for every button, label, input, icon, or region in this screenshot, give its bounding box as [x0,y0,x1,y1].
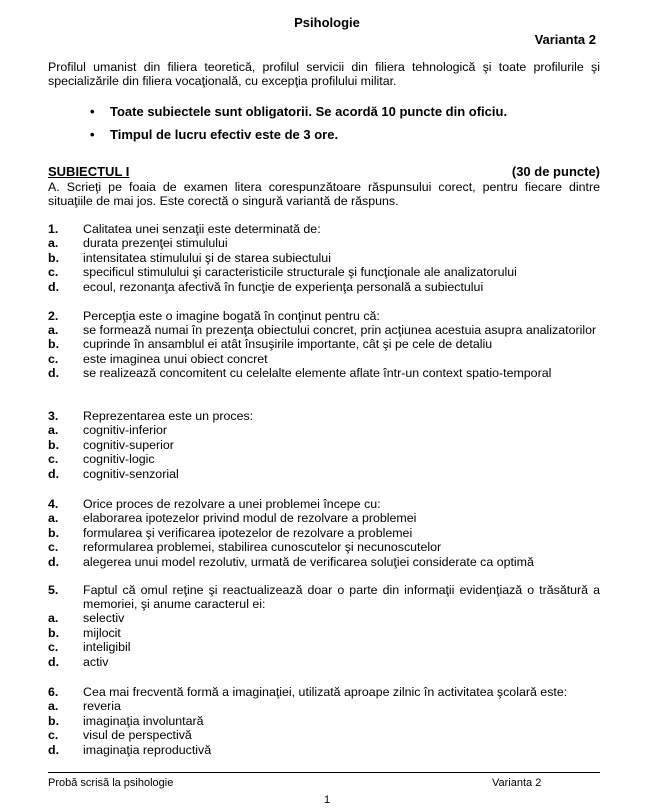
answer-option [48,655,600,670]
question-6 [48,685,600,757]
option-letter: c. [48,351,59,366]
answer-option [48,337,600,352]
answer-option [48,323,600,337]
page-title: Psihologie [294,15,360,30]
option-letter: b. [48,337,60,351]
option-letter: c. [48,728,59,742]
option-letter: a. [48,323,59,337]
question-1 [48,222,600,294]
option-text: intensitatea stimulului şi de starea subiectului [83,250,331,265]
option-text: reveria [83,699,121,713]
question-number: 5. [48,583,59,597]
question-text: Cea mai frecventă formă a imaginaţiei, utilizată aproape zilnic în activitatea şcolară este: [83,685,568,699]
question-number: 6. [48,685,59,699]
option-text: specificul stimulului şi caracteristicile structurale şi funcţionale ale analizatorului [83,265,517,279]
answer-option [48,438,600,453]
option-text: este imaginea unui obiect concret [83,351,268,366]
question-3 [48,409,600,481]
option-letter: d. [48,279,60,294]
option-letter: b. [48,713,60,728]
option-letter: a. [48,423,59,437]
option-text: activ [83,654,109,669]
option-letter: a. [48,511,59,525]
answer-option [48,280,600,295]
instructions-list [48,104,600,150]
option-letter: c. [48,540,59,554]
option-letter: d. [48,554,60,569]
section-instruction: A. Scrieţi pe foaia de examen litera corespunzătoare răspunsului corect, pentru fiecare dintre situaţiile de mai jos. Este corectă o singură variantă de răspuns. [48,180,600,208]
option-letter: b. [48,437,60,452]
instruction-text: Toate subiectele sunt obligatorii. Se acordă 10 puncte din oficiu. [110,104,508,119]
answer-option [48,467,600,482]
option-text: cognitiv-inferior [83,423,168,437]
variant-label: Varianta 2 [534,32,596,47]
answer-option [48,743,600,758]
page-number: 1 [323,794,331,806]
question-number: 2. [48,309,59,323]
section-title: SUBIECTUL I [48,164,130,179]
footer-exam-label: Probă scrisă la psihologie [48,777,174,789]
option-text: imaginaţia involuntară [83,713,204,728]
option-text: mijlocit [83,625,121,640]
answer-option [48,366,600,381]
option-text: selectiv [83,611,125,625]
option-text: imaginaţia reproductivă [83,742,212,757]
option-letter: d. [48,366,60,380]
option-text: se formează numai în prezenţa obiectului concret, prin acţiunea acestuia asupra analizatorilor [83,323,597,337]
option-letter: d. [48,654,60,669]
option-text: cognitiv-superior [83,437,174,452]
option-letter: b. [48,625,60,640]
answer-option [48,699,600,714]
instruction-text: Timpul de lucru efectiv este de 3 ore. [110,127,339,142]
answer-option [48,251,600,266]
question-4 [48,497,600,569]
question-2 [48,309,600,381]
bullet-icon: • [90,127,95,142]
option-letter: a. [48,611,59,625]
answer-option [48,265,600,280]
option-text: inteligibil [83,640,131,654]
intro-paragraph: Profilul umanist din filiera teoretică, profilul servicii din filiera tehnologică şi toate profilurile şi specializările din filiera vocaţională, cu excepţia profilului militar. [48,60,600,88]
answer-option [48,452,600,467]
option-letter: a. [48,236,59,250]
option-text: ecoul, rezonanţa afectivă în funcţie de experienţa personală a subiectului [83,279,484,294]
option-text: alegerea unui model rezolutiv, urmată de verificarea soluţiei considerate ca optimă [83,554,534,569]
instruction-bullet [48,104,600,127]
answer-option [48,555,600,570]
question-text: Orice proces de rezolvare a unei problemei începe cu: [83,497,381,511]
bullet-icon: • [90,104,95,119]
footer-divider [48,772,600,773]
option-text: durata prezenţei stimulului [83,236,228,250]
option-letter: c. [48,452,59,466]
question-5 [48,583,600,669]
option-text: reformularea problemei, stabilirea cunoscutelor şi necunoscutelor [83,540,442,554]
question-number: 3. [48,409,59,423]
answer-option [48,526,600,541]
option-letter: c. [48,265,59,279]
answer-option [48,423,600,438]
option-text: cuprinde în ansamblul ei atât însuşirile importante, cât şi pe cele de detaliu [83,337,493,351]
answer-option [48,714,600,729]
option-text: visul de perspectivă [83,728,192,742]
section-points: (30 de puncte) [511,164,600,179]
question-text: Percepţia este o imagine bogată în conţinut pentru că: [83,309,380,323]
option-text: formularea şi verificarea ipotezelor de rezolvare a problemei [83,525,413,540]
instruction-bullet [48,127,600,150]
option-letter: a. [48,699,59,713]
option-text: se realizează concomitent cu celelalte elemente aflate într-un context spatio-temporal [83,366,552,380]
answer-option [48,728,600,743]
answer-option [48,540,600,555]
answer-option [48,611,600,626]
answer-option [48,626,600,641]
answer-option [48,640,600,655]
question-text: Reprezentarea este un proces: [83,409,254,423]
option-letter: d. [48,466,60,481]
option-letter: d. [48,742,60,757]
option-letter: b. [48,525,60,540]
question-number: 4. [48,497,59,511]
answer-option [48,236,600,251]
question-number: 1. [48,222,59,236]
answer-option [48,352,600,367]
answer-option [48,511,600,526]
option-letter: b. [48,250,60,265]
option-text: elaborarea ipotezelor privind modul de rezolvare a problemei [83,511,417,525]
option-text: cognitiv-logic [83,452,155,466]
footer-variant: Varianta 2 [492,777,542,789]
question-text: Faptul că omul reţine şi reactualizează doar o parte din informaţii evidenţiază o trăsătură a memoriei, şi anume caracterul ei: [83,583,600,611]
option-letter: c. [48,640,59,654]
option-text: cognitiv-senzorial [83,466,179,481]
question-text: Calitatea unei senzaţii este determinată de: [83,222,321,236]
